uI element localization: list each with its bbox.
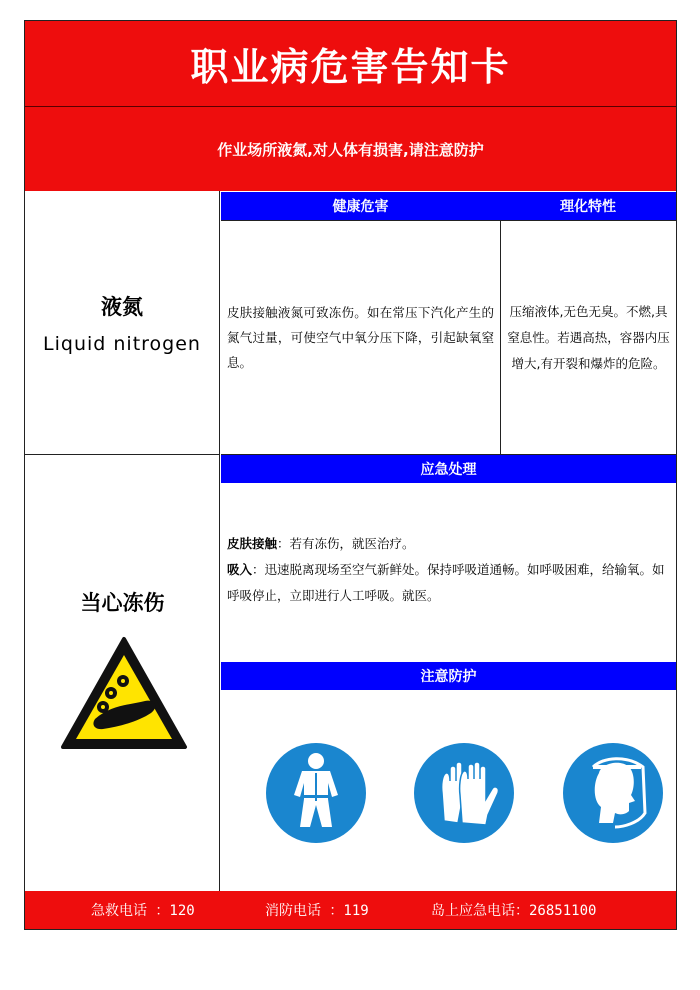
emergency-inhale-line: [227, 557, 670, 609]
substance-name-en: Liquid nitrogen: [43, 332, 201, 355]
physchem-text: 压缩液体,无色无臭。不燃,具窒息性。若遇高热，容器内压增大,有开裂和爆炸的危险。: [507, 303, 670, 371]
face-shield-icon: [563, 743, 663, 843]
protective-gloves-icon: [414, 743, 514, 843]
first-aid-phone: 急救电话 ：120: [91, 903, 195, 919]
island-emergency-phone: 岛上应急电话：26851100: [431, 903, 597, 919]
health-hazard-text: 皮肤接触液氮可致冻伤。如在常压下汽化产生的氮气过量，可使空气中氧分压下降，引起缺氧窒息。: [227, 305, 494, 370]
inhalation-text: ：迅速脱离现场至空气新鲜处。保持呼吸道通畅。如呼吸困难，给输氧。如呼吸停止，立即进行人工呼吸。就医。: [227, 562, 665, 603]
fire-phone: 消防电话 ：119: [265, 903, 369, 919]
warning-label: 当心冻伤: [80, 591, 165, 615]
emergency-header: 应急处理: [221, 455, 676, 483]
card-title: 职业病危害告知卡: [25, 21, 676, 107]
inhalation-label: 吸入: [227, 562, 253, 577]
substance-name-cn: 液氮: [101, 294, 143, 319]
frostbite-warning-icon: [59, 635, 189, 751]
physchem-panel: [501, 220, 676, 455]
skin-contact-text: ：若有冻伤，就医治疗。: [277, 536, 415, 551]
card-subtitle: 作业场所液氮,对人体有损害,请注意防护: [25, 107, 676, 191]
warning-panel: [25, 455, 220, 891]
hazard-notice-card: [24, 20, 677, 930]
physchem-header: 理化特性: [500, 192, 676, 220]
footer-bar: [25, 891, 676, 929]
health-hazard-panel: [221, 220, 501, 455]
protective-suit-icon: [266, 743, 366, 843]
health-hazard-header: 健康危害: [221, 192, 500, 220]
emergency-panel: [221, 483, 676, 662]
emergency-skin-line: [227, 531, 670, 557]
skin-contact-label: 皮肤接触: [227, 536, 278, 551]
substance-name-panel: [25, 191, 220, 455]
protection-header: 注意防护: [221, 662, 676, 690]
